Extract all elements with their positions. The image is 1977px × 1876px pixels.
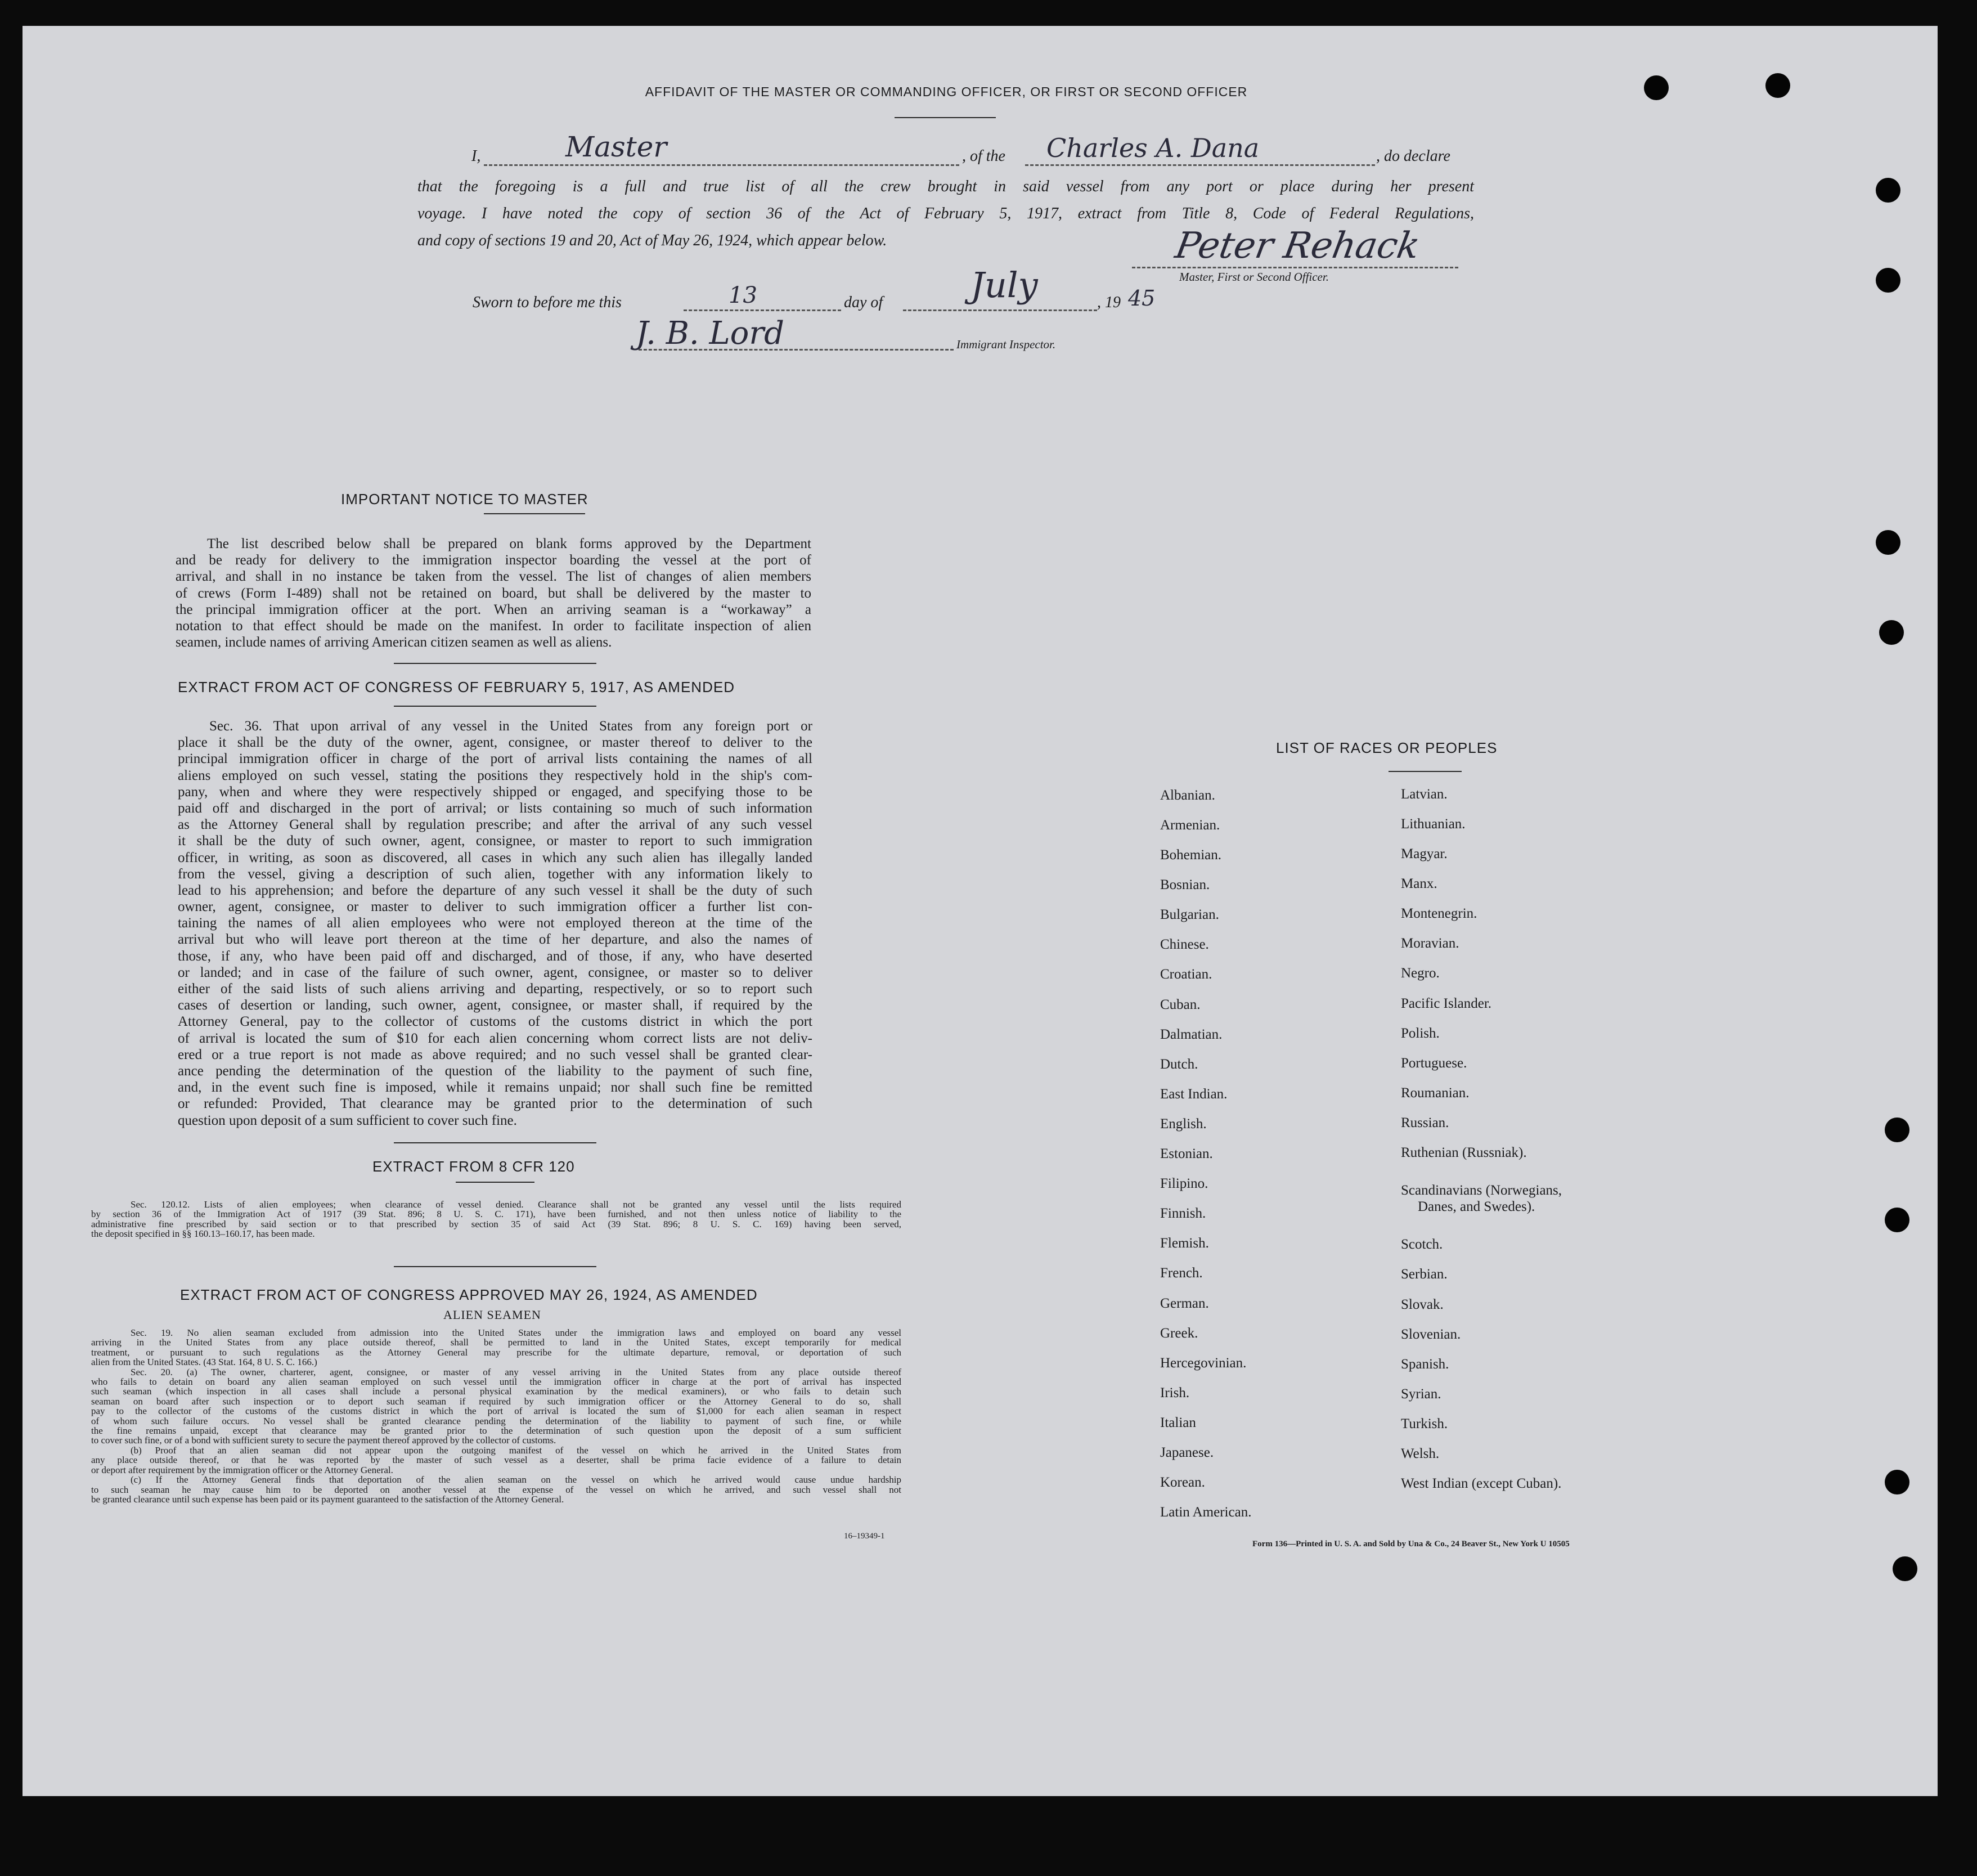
extract-1917-line: question upon deposit of a sum sufficient to cover such fine. <box>178 1112 517 1128</box>
race-right-item: Magyar. <box>1401 846 1448 861</box>
extract-1917-line: Sec. 36. That upon arrival of any vessel in the United States from any foreign port or <box>209 719 812 734</box>
affidavit-body-line: that the foregoing is a full and true list of all the crew brought in said vessel from any port or place during her present <box>417 178 1474 195</box>
punch-hole <box>1885 1208 1909 1232</box>
race-left-item: Irish. <box>1160 1385 1190 1401</box>
officer-title-line <box>484 164 959 166</box>
extract-1924-line: to such seaman he may cause him to be deported on another vessel at the expense of the vessel on which he arrived, and such vessel shall not <box>91 1484 901 1495</box>
race-left-item: Bosnian. <box>1160 877 1210 892</box>
race-right-item: Moravian. <box>1401 936 1459 951</box>
divider <box>484 513 585 514</box>
race-left-item: Italian <box>1160 1415 1196 1430</box>
extract-1924-line: the fine remains unpaid, except that clearance may be granted prior to the determination of such question upon the deposit of a sum sufficient <box>91 1425 901 1437</box>
notice-line: seamen, include names of arriving American citizen seamen as well as aliens. <box>176 635 612 650</box>
notice-line: The list described below shall be prepared on blank forms approved by the Department <box>207 536 811 551</box>
sworn-month-line <box>903 309 1097 311</box>
extract-1924-line: (c) If the Attorney General finds that deportation of the alien seaman on the vessel on which he arrived would cause undue hardship <box>131 1474 901 1485</box>
extract-1917-paragraph <box>178 718 812 1129</box>
punch-hole <box>1876 178 1900 203</box>
officer-title-handwritten: Master <box>565 131 667 163</box>
race-right-item: Scotch. <box>1401 1237 1443 1252</box>
extract-1917-line: cases of desertion or landing, such owner, agent, consignee, or master shall, if required by the <box>178 998 812 1013</box>
race-left-item: Armenian. <box>1160 818 1220 833</box>
race-right-item: Slovak. <box>1401 1297 1444 1312</box>
race-left-item: Dutch. <box>1160 1057 1198 1072</box>
extract-1917-line: arrival but who will leave port thereon at the time of her departure, and also the names of <box>178 932 812 948</box>
form-footer: Form 136—Printed in U. S. A. and Sold by Una & Co., 24 Beaver St., New York U 10505 <box>1252 1540 1570 1549</box>
extract-1917-line: of arrival is located the sum of $10 for each alien concerning whom correct lists are not deliv- <box>178 1030 812 1046</box>
extract-1924-line: or deport after requirement by the immigration officer or the Attorney General. <box>91 1464 393 1475</box>
extract-1924-paragraph <box>91 1328 901 1504</box>
punch-hole <box>1893 1556 1917 1581</box>
extract-1917-line: from the vessel, giving a description of such alien, together with any information likely to <box>178 866 812 882</box>
notice-line: and be ready for delivery to the immigration inspector boarding the vessel at the port of <box>176 553 811 568</box>
extract-1924-line: alien from the United States. (43 Stat. 164, 8 U. S. C. 166.) <box>91 1357 317 1368</box>
extract-cfr-paragraph <box>91 1200 901 1239</box>
race-left-item: Dalmatian. <box>1160 1027 1223 1042</box>
extract-1924-line: be granted clearance until such expense has been paid or its payment guaranteed to the satisfaction of the Attorney General. <box>91 1493 564 1505</box>
extract-1917-line: those, if any, who have been paid off and discharged, and of those, if any, who have deserted <box>178 948 812 964</box>
extract-1924-line: any place outside thereof, or that he was reported by the master of such vessel as a deserter, shall be prima facie evidence of a failure to detain <box>91 1455 901 1466</box>
vessel-name-handwritten: Charles A. Dana <box>1046 133 1260 163</box>
punch-hole <box>1885 1470 1909 1494</box>
affidavit-body-line: and copy of sections 19 and 20, Act of May 26, 1924, which appear below. <box>417 232 887 249</box>
extract-1917-heading: EXTRACT FROM ACT OF CONGRESS OF FEBRUARY 5, 1917, AS AMENDED <box>178 679 735 695</box>
race-right-item: Syrian. <box>1401 1386 1441 1402</box>
race-right-item: Spanish. <box>1401 1357 1449 1372</box>
of-the-label: , of the <box>962 147 1005 165</box>
extract-1917-line: aliens employed on such vessel, stating the positions they respectively hold in the ship's com- <box>178 768 812 783</box>
race-left-item: Filipino. <box>1160 1176 1208 1191</box>
day-of-label: day of <box>844 294 883 311</box>
master-signature: Peter Rehack <box>1172 225 1423 267</box>
extract-1917-line: lead to his apprehension; and before the departure of any such vessel it shall be the duty of such <box>178 882 812 898</box>
notice-line: the principal immigration officer at the port. When an arriving seaman is a “workaway” a <box>176 602 811 617</box>
extract-1917-line: either of the said lists of such aliens arriving and departing, respectively, or so to report such <box>178 981 812 997</box>
extract-1917-line: or landed; and in case of the failure of such owner, agent, consignee, or master so to deliver <box>178 964 812 980</box>
notice-line: of crews (Form I-489) shall not be retained on board, but shall be delivered by the master to <box>176 585 811 601</box>
punch-hole <box>1879 620 1904 645</box>
race-right-item: Danes, and Swedes). <box>1418 1199 1535 1214</box>
extract-1924-line: to cover such fine, or of a bond with sufficient surety to secure the payment thereof approved by the collector of customs. <box>91 1435 556 1446</box>
extract-1924-line: treatment, or pursuant to such regulations as the Attorney General may prescribe for the ultimate departure, removal, or deportation of such <box>91 1347 901 1358</box>
race-right-item: Roumanian. <box>1401 1085 1470 1101</box>
extract-1924-line: Sec. 19. No alien seaman excluded from admission into the United States under the immigration laws and employed on board any vessel <box>131 1327 901 1338</box>
extract-1917-line: it shall be the duty of such owner, agent, consignee, or master to report to such immigration <box>178 833 812 849</box>
extract-1917-line: paid off and discharged in the port of arrival; or lists containing so much of such information <box>178 800 812 816</box>
extract-1917-line: or refunded: Provided, That clearance may be granted prior to the determination of such <box>178 1096 812 1112</box>
race-right-item: Ruthenian (Russniak). <box>1401 1145 1527 1160</box>
race-left-item: Greek. <box>1160 1326 1198 1341</box>
extract-1917-line: as the Attorney General shall by regulation prescribe; and after the arrival of any such vessel <box>178 817 812 833</box>
inspector-signature: J. B. Lord <box>636 315 784 352</box>
extract-1917-line: principal immigration officer in charge of the port of arrival lists containing the names of all <box>178 751 812 767</box>
punch-hole <box>1885 1117 1909 1142</box>
race-right-item: Pacific Islander. <box>1401 996 1492 1011</box>
race-right-item: Negro. <box>1401 966 1440 981</box>
race-left-item: Hercegovinian. <box>1160 1356 1247 1371</box>
race-right-item: Latvian. <box>1401 787 1448 802</box>
extract-1924-line: pay to the collector of the customs of the customs district in which the port of arrival is located the sum of $1,000 for each alien seaman in respect <box>91 1406 901 1417</box>
divider <box>1389 771 1462 772</box>
race-right-item: Welsh. <box>1401 1446 1440 1461</box>
race-right-item: Polish. <box>1401 1026 1440 1041</box>
extract-1917-line: taining the names of all alien employees who were not employed thereon at the time of the <box>178 915 812 931</box>
divider <box>394 663 596 664</box>
sworn-day-handwritten: 13 <box>729 282 757 308</box>
race-right-item: Manx. <box>1401 876 1437 891</box>
race-right-item: Turkish. <box>1401 1416 1448 1431</box>
extract-1917-line: ered or a true report is not made as above required; and no such vessel shall be granted clear- <box>178 1047 812 1062</box>
divider <box>895 117 996 118</box>
notice-line: notation to that effect should be made on the manifest. In order to facilitate inspection of alien <box>176 618 811 634</box>
race-right-item: Serbian. <box>1401 1267 1448 1282</box>
master-signature-caption: Master, First or Second Officer. <box>1179 270 1329 284</box>
master-signature-line <box>1132 267 1458 268</box>
race-right-item: Scandinavians (Norwegians, <box>1401 1183 1562 1198</box>
race-left-item: Bulgarian. <box>1160 907 1219 922</box>
extract-1924-subheading: ALIEN SEAMEN <box>443 1308 541 1322</box>
notice-heading: IMPORTANT NOTICE TO MASTER <box>341 491 588 508</box>
declare-label: , do declare <box>1376 147 1450 165</box>
race-left-item: East Indian. <box>1160 1087 1228 1102</box>
notice-line: arrival, and shall in no instance be taken from the vessel. The list of changes of alien members <box>176 569 811 585</box>
divider <box>456 1182 534 1183</box>
extract-1924-line: of whom such failure occurs. No vessel shall be granted clearance pending the determination of the liability to payment of such fine, or while <box>91 1415 901 1426</box>
divider <box>394 1142 596 1143</box>
extract-cfr-heading: EXTRACT FROM 8 CFR 120 <box>372 1158 575 1175</box>
extract-1924-heading: EXTRACT FROM ACT OF CONGRESS APPROVED MAY 26, 1924, AS AMENDED <box>180 1286 758 1303</box>
vessel-name-line <box>1025 164 1375 166</box>
extract-cfr-line: the deposit specified in §§ 160.13–160.17, has been made. <box>91 1228 315 1240</box>
extract-1917-line: and, in the event such fine is imposed, while it remains unpaid; nor shall such fine be remitted <box>178 1080 812 1096</box>
divider <box>394 706 596 707</box>
extract-1917-line: owner, agent, consignee, or master to deliver to such immigration officer a further list con- <box>178 899 812 915</box>
extract-1924-line: seaman on board after such inspection or to deport such seaman if required by such immigration officer or the Attorney General to do so, shall <box>91 1395 901 1407</box>
race-left-item: Chinese. <box>1160 937 1209 952</box>
punch-hole <box>1876 530 1900 555</box>
punch-hole <box>1765 73 1790 98</box>
race-left-item: Bohemian. <box>1160 847 1222 863</box>
year-prefix: , 19 <box>1097 294 1121 311</box>
form-code: 16–19349-1 <box>844 1532 885 1541</box>
notice-paragraph <box>176 536 811 650</box>
race-left-item: Cuban. <box>1160 997 1201 1012</box>
extract-1924-line: (b) Proof that an alien seaman did not appear upon the outgoing manifest of the vessel on which he arrived in the United States from <box>131 1444 901 1456</box>
extract-1924-line: Sec. 20. (a) The owner, charterer, agent, consignee, or master of any vessel arriving in the United States from any place outside thereof <box>131 1366 901 1377</box>
sworn-month-handwritten: July <box>970 264 1038 306</box>
race-left-item: Korean. <box>1160 1475 1205 1490</box>
race-left-item: Flemish. <box>1160 1236 1209 1251</box>
affidavit-body-line: voyage. I have noted the copy of section 36 of the Act of February 5, 1917, extract from Title 8, Code of Federal Regulations, <box>417 205 1474 222</box>
race-right-item: Slovenian. <box>1401 1327 1461 1342</box>
race-right-item: Portuguese. <box>1401 1056 1467 1071</box>
race-left-item: Finnish. <box>1160 1206 1206 1221</box>
race-left-item: Estonian. <box>1160 1146 1213 1161</box>
races-heading: LIST OF RACES OR PEOPLES <box>1276 739 1498 756</box>
i-label: I, <box>471 147 481 165</box>
extract-1924-line: who fails to detain on board any alien seaman employed on such vessel until the immigration officer in charge at the port of arrival has inspected <box>91 1376 901 1388</box>
race-left-item: Croatian. <box>1160 967 1212 982</box>
race-left-item: English. <box>1160 1116 1207 1132</box>
race-right-item: West Indian (except Cuban). <box>1401 1476 1562 1491</box>
race-left-item: Japanese. <box>1160 1445 1214 1460</box>
divider <box>394 1266 596 1267</box>
extract-cfr-line: administrative fine prescribed by said section or to that prescribed by section 35 of said Act (39 Stat. 896; 8 U. S. C. 169) having been served, <box>91 1218 901 1229</box>
year-handwritten: 45 <box>1128 286 1156 311</box>
affidavit-title: AFFIDAVIT OF THE MASTER OR COMMANDING OFFICER, OR FIRST OR SECOND OFFICER <box>645 84 1248 99</box>
punch-hole <box>1644 75 1669 100</box>
race-left-item: Albanian. <box>1160 788 1215 803</box>
extract-cfr-line: by section 36 of the Immigration Act of 1917 (39 Stat. 896; 8 U. S. C. 171), have been furnished, and not then unless notice of liability to the <box>91 1209 901 1220</box>
extract-1924-line: arriving in the United States from any place outside thereof, shall be permitted to land in the United States, except temporarily for medical <box>91 1337 901 1348</box>
extract-1917-line: pany, when and where they were respectively shipped or engaged, and specifying those to be <box>178 784 812 800</box>
race-right-item: Russian. <box>1401 1115 1449 1130</box>
race-left-item: French. <box>1160 1265 1203 1281</box>
race-right-item: Lithuanian. <box>1401 816 1466 832</box>
extract-cfr-line: Sec. 120.12. Lists of alien employees; when clearance of vessel denied. Clearance shall not be granted any vessel until the lists required <box>131 1199 901 1210</box>
extract-1917-line: ance pending the determination of the question of the liability to the payment of such fine, <box>178 1063 812 1079</box>
inspector-caption: Immigrant Inspector. <box>956 338 1056 351</box>
sworn-day-line <box>684 309 841 311</box>
race-left-item: Latin American. <box>1160 1505 1252 1520</box>
race-right-item: Montenegrin. <box>1401 906 1477 921</box>
sworn-label: Sworn to before me this <box>473 294 622 311</box>
punch-hole <box>1876 268 1900 293</box>
extract-1917-line: place it shall be the duty of the owner, agent, consignee, or master thereof to deliver to the <box>178 735 812 751</box>
race-left-item: German. <box>1160 1296 1209 1311</box>
extract-1917-line: officer, in writing, as soon as discovered, all cases in which any such alien has illegally landed <box>178 850 812 865</box>
extract-1924-line: such seaman (which inspection in all cases shall include a personal physical examination by the medical examiners), or who fails to detain such <box>91 1386 901 1397</box>
extract-1917-line: Attorney General, pay to the collector of customs of the customs district in which the port <box>178 1014 812 1030</box>
